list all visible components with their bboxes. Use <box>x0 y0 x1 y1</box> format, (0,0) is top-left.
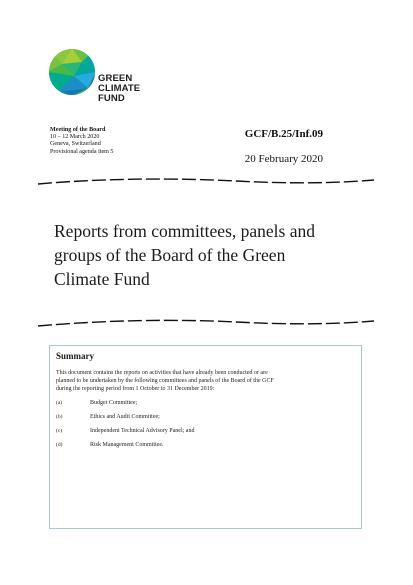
summary-intro <box>56 369 355 393</box>
list-item <box>56 399 355 407</box>
list-item <box>56 427 355 435</box>
document-reference <box>245 128 323 165</box>
meeting-dates: 10 – 12 March 2020 <box>50 134 100 141</box>
summary-intro-line-2: planned to be undertaken by the following committees and panels of the Board of the GCF <box>56 378 274 384</box>
globe-mosaic-icon <box>48 48 96 96</box>
list-text: Risk Management Committee. <box>90 442 164 448</box>
logo-line-fund: FUND <box>98 93 125 104</box>
list-item <box>56 441 355 449</box>
list-text: Independent Technical Advisory Panel; and <box>90 428 195 434</box>
summary-box <box>49 345 362 529</box>
logo-line-green: GREEN <box>98 73 133 84</box>
list-text: Budget Committee; <box>90 400 138 406</box>
summary-heading: Summary <box>56 351 94 361</box>
list-marker: (b) <box>56 414 63 420</box>
list-text: Ethics and Audit Committee; <box>90 414 160 420</box>
title-line-3: Climate Fund <box>54 269 150 289</box>
document-title <box>54 219 374 291</box>
logo-wordmark <box>98 74 140 104</box>
list-marker: (d) <box>56 442 63 448</box>
title-line-2: groups of the Board of the Green <box>54 245 286 265</box>
summary-intro-line-3: during the reporting period from 1 October to 31 December 2019: <box>56 386 215 392</box>
divider-wave-top <box>36 176 376 188</box>
document-date: 20 February 2020 <box>244 153 323 165</box>
list-item <box>56 413 355 421</box>
title-line-1: Reports from committees, panels and <box>54 221 315 241</box>
divider-wave-bottom <box>36 317 376 329</box>
meeting-agenda: Provisional agenda item 5 <box>50 148 114 155</box>
meeting-info <box>50 127 113 156</box>
committee-list <box>56 399 355 449</box>
document-code: GCF/B.25/Inf.09 <box>244 128 323 140</box>
gcf-logo <box>48 48 158 112</box>
meeting-location: Geneva, Switzerland <box>50 141 101 148</box>
list-marker: (a) <box>56 400 63 406</box>
logo-line-climate: CLIMATE <box>98 83 141 94</box>
list-marker: (c) <box>56 428 63 434</box>
summary-intro-line-1: This document contains the reports on activities that have already been conducted or are <box>56 370 268 376</box>
meeting-title: Meeting of the Board <box>50 127 106 133</box>
